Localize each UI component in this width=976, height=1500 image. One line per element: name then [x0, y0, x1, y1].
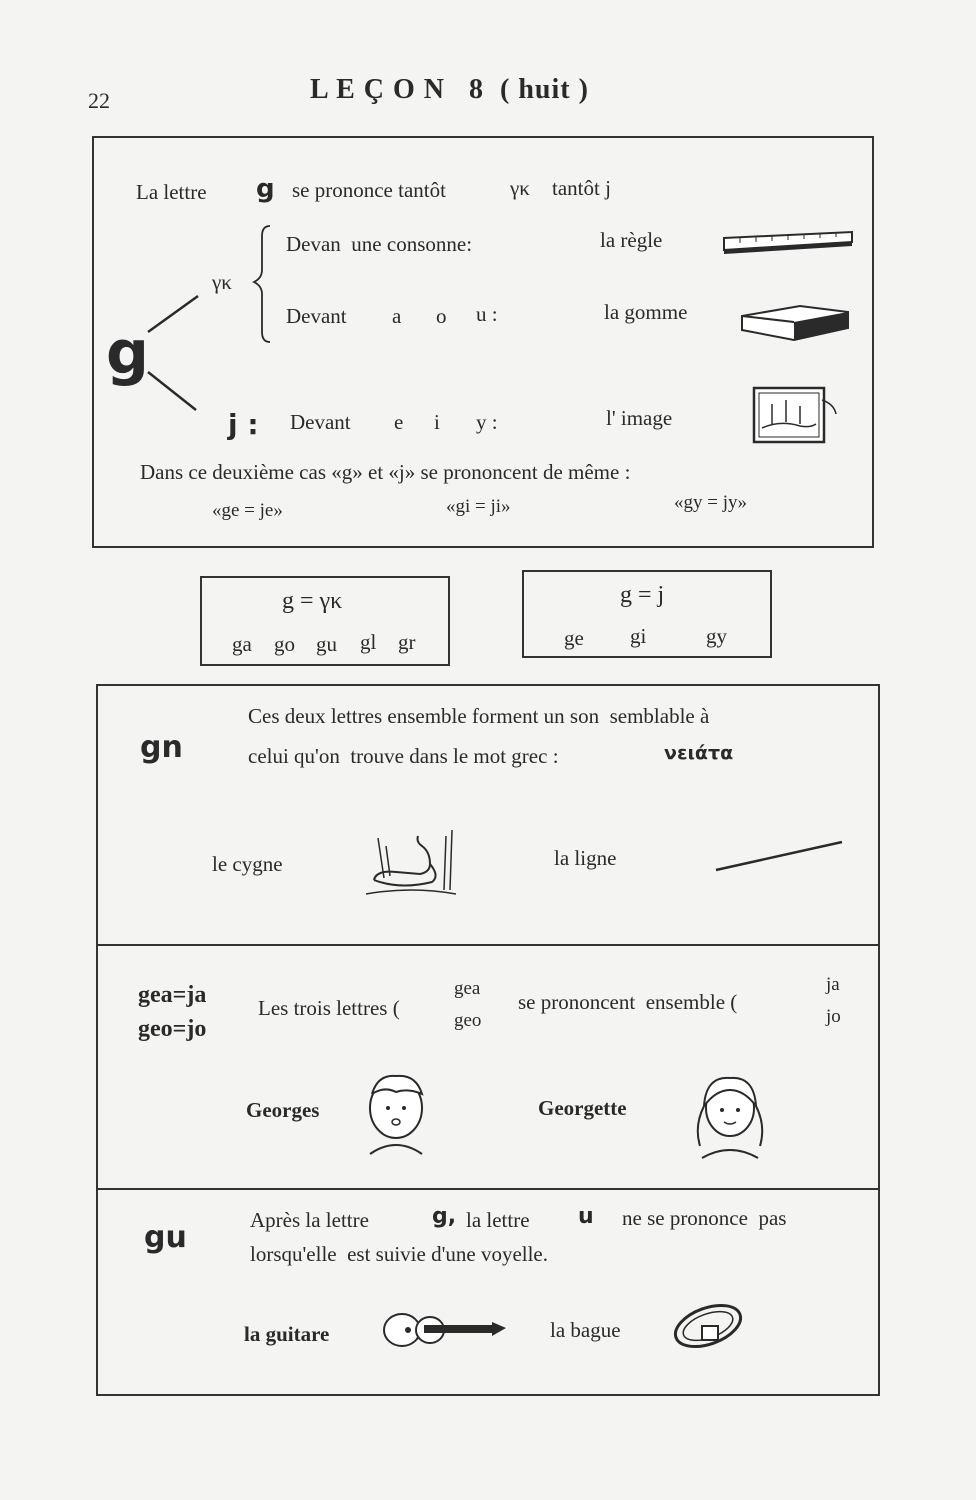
- guitar-icon: [380, 1308, 510, 1354]
- gea-stack-geo: geo: [454, 1010, 482, 1031]
- line-icon: [712, 836, 848, 876]
- mini-item-go: go: [274, 632, 295, 656]
- gn-greek-word: νειάτα: [664, 742, 734, 764]
- gu-example-guitare: la guitare: [244, 1322, 330, 1346]
- row2-vowel-u: u :: [476, 302, 498, 326]
- gu-example-bague: la bague: [550, 1318, 621, 1342]
- intro-text-c: tantôt j: [552, 176, 611, 200]
- gn-line1: Ces deux lettres ensemble forment un son semblable à: [248, 704, 710, 728]
- row1-example: la règle: [600, 228, 663, 252]
- same-sound-note: Dans ce deuxième cas «g» et «j» se prononcent de même :: [140, 460, 631, 484]
- section-divider-2: [96, 1188, 880, 1190]
- name-georges: Georges: [246, 1098, 320, 1122]
- picture-icon: [750, 384, 840, 446]
- rules-box-gn-gea-gu: [96, 684, 880, 1396]
- intro-text-b: se prononce tantôt: [292, 178, 446, 202]
- row1-label: Devan une consonne:: [286, 232, 473, 256]
- mini-item-ga: ga: [232, 632, 252, 656]
- intro-text-a: La lettre: [136, 180, 207, 204]
- geo-equation: geo=jo: [138, 1016, 207, 1042]
- intro-letter-g: g: [256, 174, 275, 204]
- gu-line1-u: u: [578, 1204, 594, 1229]
- big-letter-g: g: [106, 318, 149, 388]
- page-number: 22: [88, 88, 110, 113]
- equation-gy: «gy = jy»: [674, 492, 747, 513]
- gea-stack-gea: gea: [454, 978, 481, 999]
- row2-label: Devant: [286, 304, 347, 328]
- name-georgette: Georgette: [538, 1096, 627, 1120]
- eraser-icon: [738, 298, 850, 342]
- lesson-title: L E Ç O N 8 ( huit ): [310, 74, 589, 105]
- row2-vowel-a: a: [392, 304, 402, 328]
- row3-label: Devant: [290, 410, 351, 434]
- row3-vowel-i: i: [434, 410, 440, 434]
- gea-stack-jo: jo: [826, 1006, 841, 1027]
- intro-greek-gk: γκ: [510, 176, 530, 200]
- row3-vowel-e: e: [394, 410, 404, 434]
- gu-label: gu: [144, 1220, 187, 1255]
- mini-item-gy: gy: [706, 624, 727, 648]
- gea-stack-ja: ja: [826, 974, 840, 995]
- gn-line2: celui qu'on trouve dans le mot grec :: [248, 744, 559, 768]
- gn-example-cygne: le cygne: [212, 852, 283, 876]
- gea-text1: Les trois lettres (: [258, 996, 400, 1020]
- gn-label: gn: [140, 730, 183, 765]
- branch-greek-gk: γκ: [212, 270, 232, 294]
- gea-equation: gea=ja: [138, 982, 207, 1008]
- mini-box-j-title: g = j: [620, 582, 665, 608]
- branch-letter-j: j :: [228, 408, 259, 441]
- mini-item-gu: gu: [316, 632, 337, 656]
- swan-icon: [356, 816, 466, 906]
- row2-vowel-o: o: [436, 304, 447, 328]
- mini-item-gi: gi: [630, 624, 647, 648]
- mini-item-gr: gr: [398, 630, 416, 654]
- gea-text2: se prononcent ensemble (: [518, 990, 738, 1014]
- equation-gi: «gi = ji»: [446, 496, 511, 517]
- gn-example-ligne: la ligne: [554, 846, 617, 870]
- gu-line1-c: ne se prononce pas: [622, 1206, 787, 1230]
- gu-line1-b: la lettre: [466, 1208, 530, 1232]
- row2-example: la gomme: [604, 300, 688, 324]
- section-divider-1: [96, 944, 880, 946]
- gu-line1-a: Après la lettre: [250, 1208, 369, 1232]
- boy-icon: [356, 1064, 436, 1160]
- gu-line1-g: g,: [432, 1204, 457, 1229]
- row3-vowel-y: y :: [476, 410, 498, 434]
- mini-item-gl: gl: [360, 630, 377, 654]
- mini-item-ge: ge: [564, 626, 584, 650]
- ring-icon: [668, 1296, 752, 1356]
- row3-example: l' image: [606, 406, 673, 430]
- gu-line2: lorsqu'elle est suivie d'une voyelle.: [250, 1242, 548, 1266]
- mini-box-gk-title: g = γκ: [282, 588, 343, 614]
- equation-ge: «ge = je»: [212, 500, 283, 521]
- girl-icon: [682, 1066, 778, 1162]
- ruler-icon: [720, 228, 856, 258]
